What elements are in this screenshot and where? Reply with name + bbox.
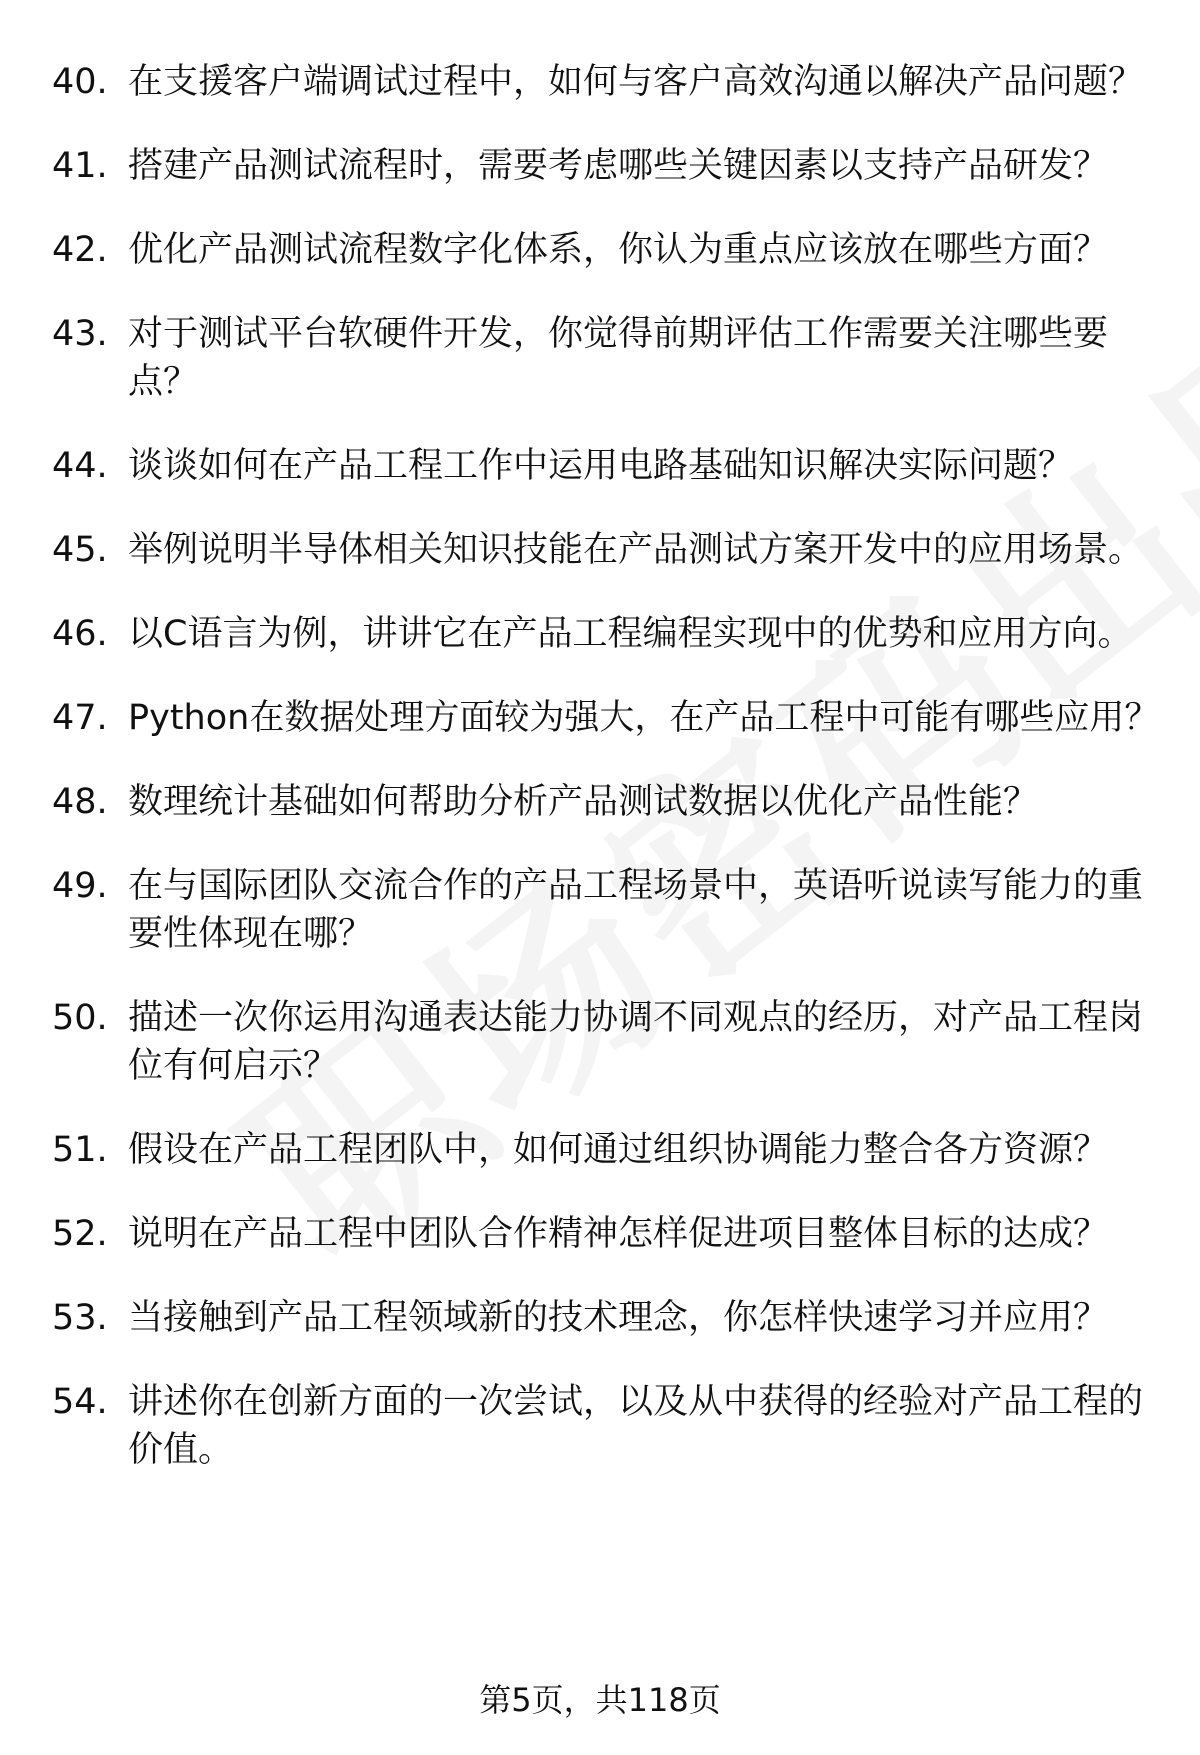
question-item xyxy=(52,526,1162,574)
question-text: 优化产品测试流程数字化体系，你认为重点应该放在哪些方面？ xyxy=(128,230,1109,270)
question-text: 对于测试平台软硬件开发，你觉得前期评估工作需要关注哪些要点？ xyxy=(128,314,1109,402)
question-text: 以C语言为例，讲讲它在产品工程编程实现中的优势和应用方向。 xyxy=(128,614,1133,654)
question-number: 49. xyxy=(52,866,108,906)
question-text: 在支援客户端调试过程中，如何与客户高效沟通以解决产品问题？ xyxy=(128,62,1144,102)
question-item xyxy=(52,142,1162,190)
question-text: Python在数据处理方面较为强大，在产品工程中可能有哪些应用？ xyxy=(128,698,1160,738)
question-item xyxy=(52,1210,1162,1258)
question-text: 在与国际团队交流合作的产品工程场景中，英语听说读写能力的重要性体现在哪？ xyxy=(128,866,1144,954)
question-text: 假设在产品工程团队中，如何通过组织协调能力整合各方资源？ xyxy=(128,1130,1109,1170)
question-number: 42. xyxy=(52,230,108,270)
question-item xyxy=(52,1126,1162,1174)
question-number: 44. xyxy=(52,446,108,486)
question-item xyxy=(52,694,1162,742)
question-number: 47. xyxy=(52,698,108,738)
question-number: 53. xyxy=(52,1298,108,1338)
question-item xyxy=(52,862,1162,958)
page-footer: 第5页，共118页 xyxy=(479,1681,721,1719)
question-text: 说明在产品工程中团队合作精神怎样促进项目整体目标的达成？ xyxy=(128,1214,1109,1254)
question-item xyxy=(52,610,1162,658)
question-item xyxy=(52,778,1162,826)
question-number: 52. xyxy=(52,1214,108,1254)
question-text: 数理统计基础如何帮助分析产品测试数据以优化产品性能？ xyxy=(128,782,1039,822)
question-number: 51. xyxy=(52,1130,108,1170)
question-item xyxy=(52,994,1162,1090)
question-item xyxy=(52,1378,1162,1474)
question-number: 48. xyxy=(52,782,108,822)
question-number: 45. xyxy=(52,530,108,570)
question-text: 搭建产品测试流程时，需要考虑哪些关键因素以支持产品研发？ xyxy=(128,146,1109,186)
question-item xyxy=(52,1294,1162,1342)
question-text: 举例说明半导体相关知识技能在产品测试方案开发中的应用场景。 xyxy=(128,530,1144,570)
question-number: 46. xyxy=(52,614,108,654)
question-number: 41. xyxy=(52,146,108,186)
question-item xyxy=(52,310,1162,406)
question-number: 43. xyxy=(52,314,108,354)
question-number: 40. xyxy=(52,62,108,102)
question-number: 50. xyxy=(52,998,108,1038)
question-text: 谈谈如何在产品工程工作中运用电路基础知识解决实际问题？ xyxy=(128,446,1074,486)
question-text: 当接触到产品工程领域新的技术理念，你怎样快速学习并应用？ xyxy=(128,1298,1109,1338)
question-list xyxy=(52,58,1162,1510)
question-item xyxy=(52,58,1162,106)
question-text: 描述一次你运用沟通表达能力协调不同观点的经历，对产品工程岗位有何启示？ xyxy=(128,998,1144,1086)
question-item xyxy=(52,442,1162,490)
question-text: 讲述你在创新方面的一次尝试，以及从中获得的经验对产品工程的价值。 xyxy=(128,1382,1144,1470)
question-item xyxy=(52,226,1162,274)
question-number: 54. xyxy=(52,1382,108,1422)
